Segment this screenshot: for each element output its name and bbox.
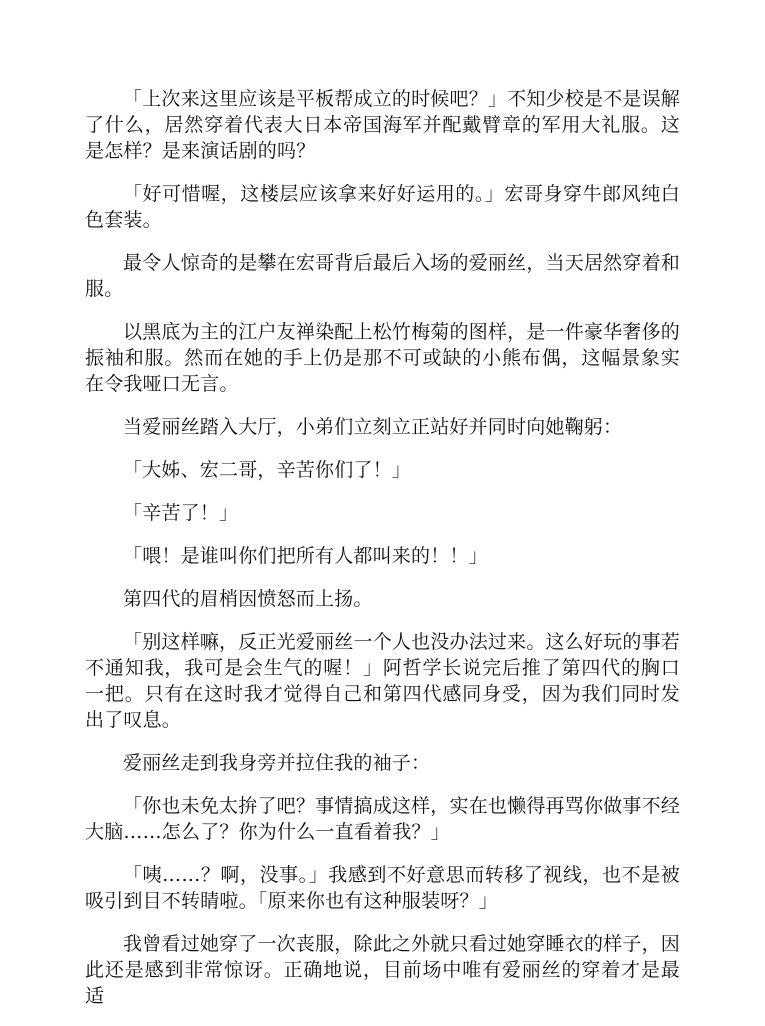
paragraph: 「辛苦了！」 [123,502,239,524]
paragraph: 「别这样嘛，反正光爱丽丝一个人也没办法过来。这么好玩的事若不通知我，我可是会生气的喔！」阿哲学长说完后推了第四代的胸口一把。只有在这时我才觉得自己和第四代感同身受，因为我们同时发出了叹息。 [85,631,680,731]
paragraph: 「上次来这里应该是平板帮成立的时候吧？」不知少校是不是误解了什么，居然穿着代表大日本帝国海军并配戴臂章的军用大礼服。这是怎样？是来演话剧的吗？ [85,88,680,162]
novel-page [85,86,680,1026]
paragraph: 我曾看过她穿了一次丧服，除此之外就只看过她穿睡衣的样子，因此还是感到非常惊讶。正确地说，目前场中唯有爱丽丝的穿着才是最适 [85,933,680,1007]
paragraph: 第四代的眉梢因愤怒而上扬。 [123,588,373,610]
paragraph: 以黑底为主的江户友禅染配上松竹梅菊的图样，是一件豪华奢侈的振袖和服。然而在她的手上仍是那不可或缺的小熊布偶，这幅景象实在令我哑口无言。 [85,321,680,395]
paragraph: 「你也未免太拚了吧？事情搞成这样，实在也懒得再骂你做事不经大脑……怎么了？你为什么一直看着我？」 [85,795,680,843]
paragraph: 「喂！是谁叫你们把所有人都叫来的！！」 [123,545,488,567]
paragraph: 「咦……？啊，没事。」我感到不好意思而转移了视线，也不是被吸引到目不转睛啦。「原来你也有这种服装呀？」 [85,864,680,912]
paragraph: 当爱丽丝踏入大厅，小弟们立刻立正站好并同时向她鞠躬： [123,416,623,438]
paragraph: 爱丽丝走到我身旁并拉住我的袖子： [123,752,431,774]
paragraph: 「好可惜喔，这楼层应该拿来好好运用的。」宏哥身穿牛郎风纯白色套装。 [85,183,680,231]
paragraph: 最令人惊奇的是攀在宏哥背后最后入场的爱丽丝，当天居然穿着和服。 [85,252,680,300]
paragraph: 「大姊、宏二哥，辛苦你们了！」 [123,459,412,481]
